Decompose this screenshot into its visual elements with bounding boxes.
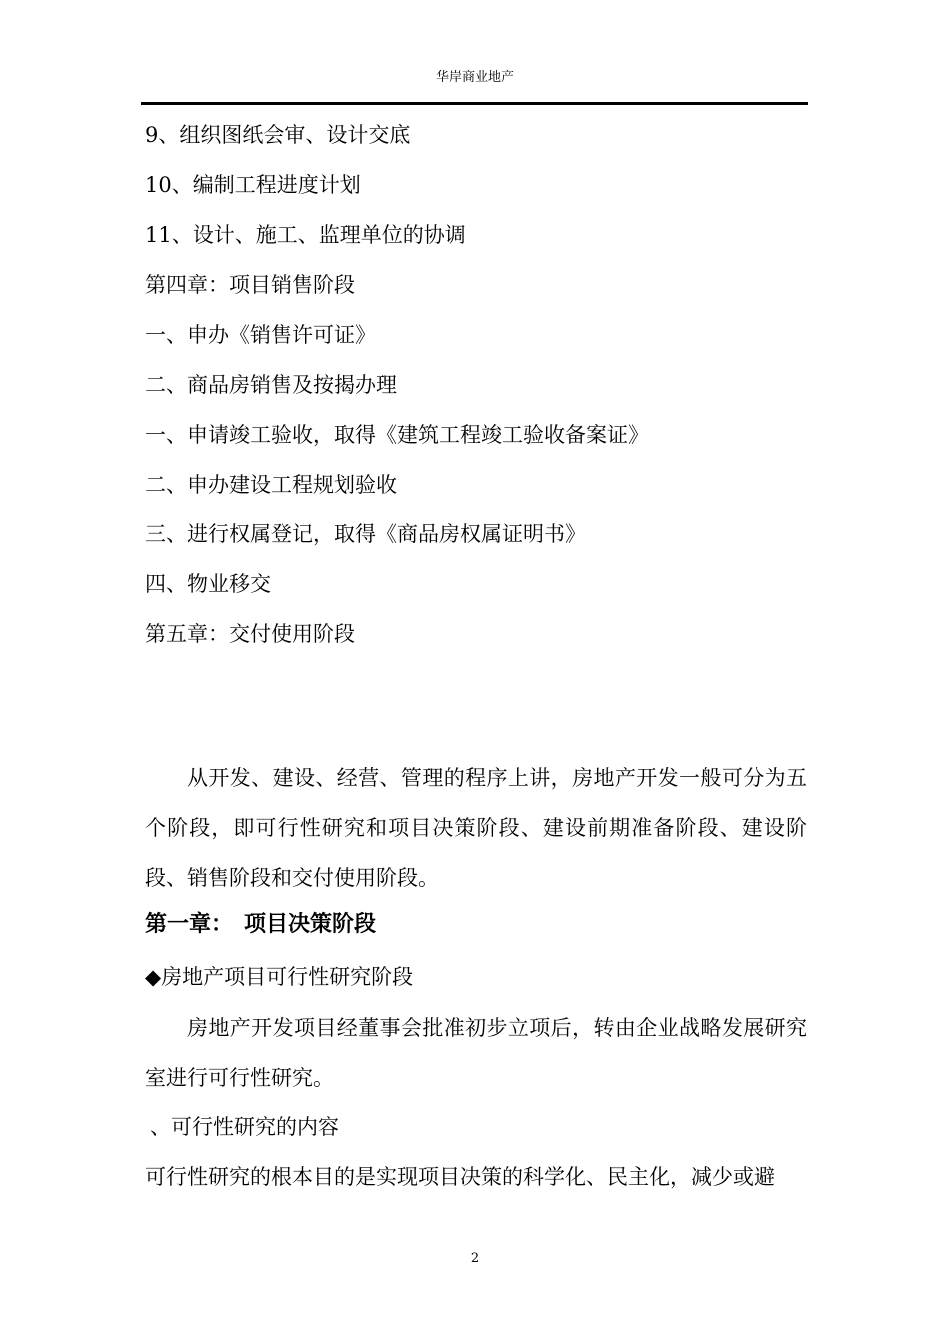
outline-item: 一、申办《销售许可证》 bbox=[145, 323, 376, 347]
section-paragraph: 房地产开发项目经董事会批准初步立项后，转由企业战略发展研究室进行可行性研究。 bbox=[145, 1016, 807, 1090]
outline-item: 二、申办建设工程规划验收 bbox=[145, 473, 397, 497]
outline-item: 9、组织图纸会审、设计交底 bbox=[145, 123, 411, 147]
header-title: 华岸商业地产 bbox=[435, 70, 514, 85]
outline-item: 三、进行权属登记，取得《商品房权属证明书》 bbox=[145, 522, 586, 546]
intro-paragraph: 从开发、建设、经营、管理的程序上讲，房地产开发一般可分为五个阶段，即可行性研究和项目决策阶段、建设前期准备阶段、建设阶段、销售阶段和交付使用阶段。 bbox=[145, 766, 807, 890]
outline-chapter-item: 第四章：项目销售阶段 bbox=[145, 273, 355, 297]
header-rule bbox=[141, 102, 808, 105]
outline-item: 四、物业移交 bbox=[145, 572, 271, 596]
chapter-heading: 第一章： 项目决策阶段 bbox=[145, 912, 377, 937]
outline-item: 10、编制工程进度计划 bbox=[145, 173, 361, 197]
outline-item: 二、商品房销售及按揭办理 bbox=[145, 373, 397, 397]
subsection-text: 可行性研究的根本目的是实现项目决策的科学化、民主化，减少或避 bbox=[145, 1165, 775, 1189]
outline-item: 11、设计、施工、监理单位的协调 bbox=[145, 223, 466, 247]
outline-item: 一、申请竣工验收，取得《建筑工程竣工验收备案证》 bbox=[145, 423, 649, 447]
outline-chapter-item: 第五章：交付使用阶段 bbox=[145, 622, 355, 646]
section-heading: ◆房地产项目可行性研究阶段 bbox=[145, 965, 414, 989]
page-number: 2 bbox=[470, 1251, 480, 1266]
subsection-heading: 、可行性研究的内容 bbox=[150, 1115, 339, 1139]
